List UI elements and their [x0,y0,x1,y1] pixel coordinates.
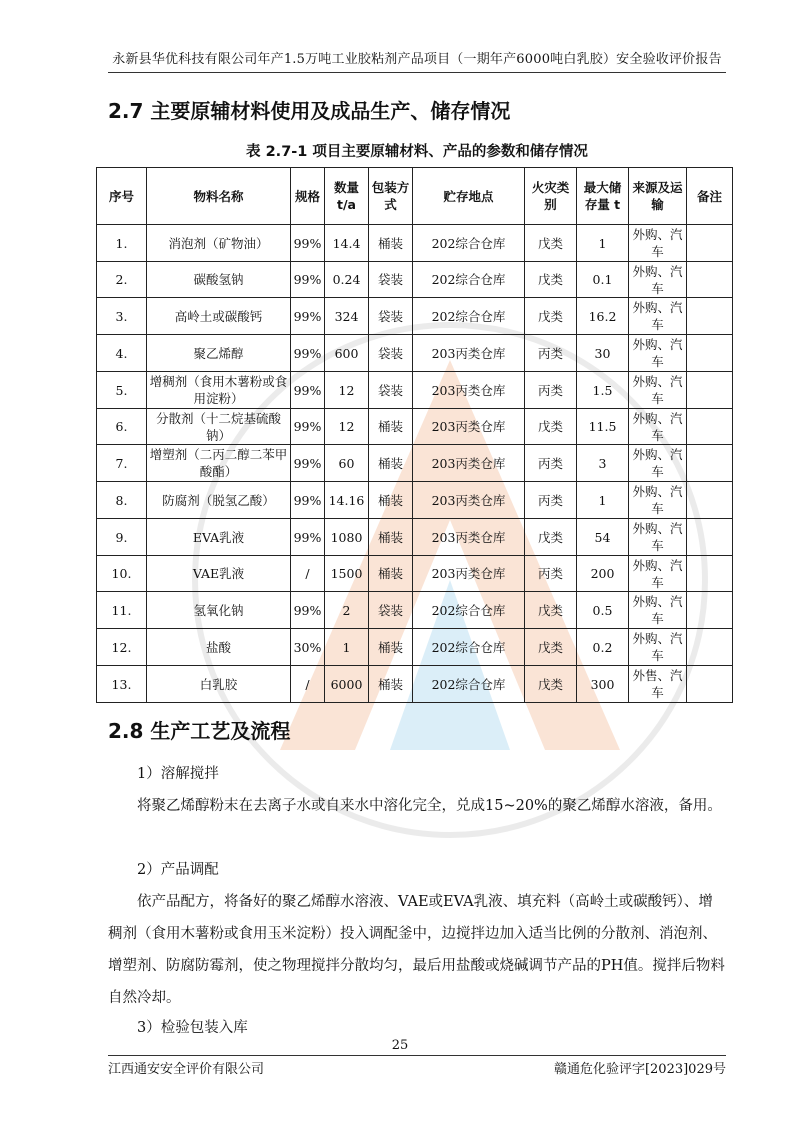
table-cell: 1.5 [577,372,629,409]
column-header: 包装方式 [369,168,413,225]
table-cell: 分散剂（十二烷基硫酸钠） [147,409,291,445]
column-header: 贮存地点 [413,168,525,225]
table-cell: 202综合仓库 [413,298,525,335]
materials-table [96,167,733,703]
table-cell: 外购、汽车 [629,556,687,592]
table-cell: 袋装 [369,262,413,298]
table-row [97,298,733,335]
table-cell [687,409,733,445]
table-cell: 99% [291,225,325,262]
table-cell: 白乳胶 [147,666,291,703]
table-cell: 200 [577,556,629,592]
table-cell: 12. [97,629,147,666]
table-cell: 203丙类仓库 [413,519,525,556]
table-cell [687,556,733,592]
table-cell [687,262,733,298]
table-cell: 盐酸 [147,629,291,666]
table-cell: 外售、汽车 [629,666,687,703]
table-cell: 外购、汽车 [629,629,687,666]
table-cell: 14.4 [325,225,369,262]
table-row [97,409,733,445]
table-row [97,556,733,592]
table-cell: 桶装 [369,629,413,666]
table-cell: 袋装 [369,372,413,409]
table-cell: 2 [325,592,369,629]
table-cell: 2. [97,262,147,298]
table-cell: 300 [577,666,629,703]
table-cell: 1 [325,629,369,666]
table-cell: 202综合仓库 [413,592,525,629]
table-cell: 10. [97,556,147,592]
table-row [97,445,733,482]
table-cell: 16.2 [577,298,629,335]
table-cell: 14.16 [325,482,369,519]
table-cell: 外购、汽车 [629,225,687,262]
column-header: 物料名称 [147,168,291,225]
table-cell: 30% [291,629,325,666]
table-cell: 外购、汽车 [629,445,687,482]
table-cell: 202综合仓库 [413,666,525,703]
table-cell: 袋装 [369,335,413,372]
table-cell: 203丙类仓库 [413,445,525,482]
table-cell: 外购、汽车 [629,335,687,372]
table-row [97,482,733,519]
table-cell [687,666,733,703]
table-cell: 外购、汽车 [629,372,687,409]
table-cell [687,445,733,482]
table-cell: 戊类 [525,409,577,445]
table-cell: 324 [325,298,369,335]
table-cell [687,629,733,666]
table-cell: 99% [291,445,325,482]
table-header-row [97,168,733,225]
table-cell: 0.24 [325,262,369,298]
table-row [97,372,733,409]
table-cell: 203丙类仓库 [413,409,525,445]
footer-company: 江西通安安全评价有限公司 [108,1062,265,1077]
table-cell: 增稠剂（食用木薯粉或食用淀粉） [147,372,291,409]
table-cell: 99% [291,372,325,409]
table-row [97,666,733,703]
table-cell [687,592,733,629]
table-cell: 丙类 [525,556,577,592]
table-cell: 防腐剂（脱氢乙酸） [147,482,291,519]
table-cell: 丙类 [525,482,577,519]
table-cell: 0.2 [577,629,629,666]
step3-title: 3）检验包装入库 [137,1020,248,1036]
table-cell: 消泡剂（矿物油） [147,225,291,262]
table-row [97,262,733,298]
table-cell: 外购、汽车 [629,519,687,556]
table-cell: 桶装 [369,666,413,703]
table-cell [687,335,733,372]
table-cell: / [291,556,325,592]
column-header: 火灾类别 [525,168,577,225]
step1-title: 1）溶解搅拌 [137,766,219,782]
footer-report-number: 赣通危化验评字[2023]029号 [553,1062,726,1077]
table-cell [687,482,733,519]
table-cell: 外购、汽车 [629,592,687,629]
page-number: 25 [391,1038,409,1053]
table-cell: 0.5 [577,592,629,629]
table-cell: 54 [577,519,629,556]
table-cell: 13. [97,666,147,703]
table-cell: VAE乳液 [147,556,291,592]
table-cell: 99% [291,298,325,335]
table-cell [687,225,733,262]
table-cell: 戊类 [525,519,577,556]
table-cell: 6. [97,409,147,445]
table-cell: 桶装 [369,409,413,445]
table-cell: 1. [97,225,147,262]
column-header: 规格 [291,168,325,225]
table-cell: 桶装 [369,519,413,556]
table-cell: 202综合仓库 [413,225,525,262]
table-cell: 桶装 [369,445,413,482]
table-cell: 8. [97,482,147,519]
table-cell: 外购、汽车 [629,482,687,519]
table-cell: 99% [291,262,325,298]
column-header: 来源及运输 [629,168,687,225]
table-row [97,225,733,262]
table-cell: 碳酸氢钠 [147,262,291,298]
table-row [97,629,733,666]
table-cell [687,372,733,409]
table-cell: 3 [577,445,629,482]
table-cell: 99% [291,592,325,629]
column-header: 最大储存量 t [577,168,629,225]
table-row [97,592,733,629]
table-cell: 聚乙烯醇 [147,335,291,372]
table-cell: 6000 [325,666,369,703]
table-cell: 4. [97,335,147,372]
table-cell: 11.5 [577,409,629,445]
section-2-7-title: 2.7 主要原辅材料使用及成品生产、储存情况 [108,99,511,123]
table-cell: 99% [291,335,325,372]
table-cell: 桶装 [369,225,413,262]
table-body [97,225,733,703]
table-cell: 7. [97,445,147,482]
table-cell: 氢氧化钠 [147,592,291,629]
table-cell: 1 [577,482,629,519]
table-cell: 丙类 [525,335,577,372]
table-cell: 外购、汽车 [629,409,687,445]
page-header: 永新县华优科技有限公司年产1.5万吨工业胶粘剂产品项目（一期年产6000吨白乳胶）安全验收评价报告 [108,48,726,73]
table-cell: 袋装 [369,592,413,629]
table-cell: 戊类 [525,592,577,629]
table-cell: EVA乳液 [147,519,291,556]
table-cell: 203丙类仓库 [413,556,525,592]
table-cell: 戊类 [525,225,577,262]
table-cell: 99% [291,409,325,445]
table-cell: 30 [577,335,629,372]
step2-text: 依产品配方，将备好的聚乙烯醇水溶液、VAE或EVA乳液、填充料（高岭土或碳酸钙）、增稠剂（食用木薯粉或食用玉米淀粉）投入调配釜中，边搅拌边加入适当比例的分散剂、消泡剂、增塑剂、防腐防霉剂，使之物理搅拌分散均匀，最后用盐酸或烧碱调节产品的PH值。搅拌后物料自然冷却。 [108,894,725,1006]
table-cell: 戊类 [525,298,577,335]
table-cell: 12 [325,372,369,409]
column-header: 序号 [97,168,147,225]
table-cell: 3. [97,298,147,335]
table-cell: 1500 [325,556,369,592]
table-cell: 203丙类仓库 [413,372,525,409]
table-cell: 0.1 [577,262,629,298]
table-cell: 202综合仓库 [413,629,525,666]
table-cell: 1 [577,225,629,262]
table-cell [687,298,733,335]
table-cell: 9. [97,519,147,556]
step2-title: 2）产品调配 [137,862,219,878]
table-caption: 表 2.7-1 项目主要原辅材料、产品的参数和储存情况 [246,144,588,160]
table-cell: / [291,666,325,703]
table-cell: 高岭土或碳酸钙 [147,298,291,335]
table-cell: 外购、汽车 [629,298,687,335]
table-row [97,519,733,556]
step1-text: 将聚乙烯醇粉末在去离子水或自来水中溶化完全，兑成15~20%的聚乙烯醇水溶液，备用。 [137,798,722,814]
table-cell: 5. [97,372,147,409]
table-row [97,335,733,372]
table-cell: 99% [291,519,325,556]
table-cell: 202综合仓库 [413,262,525,298]
table-cell: 增塑剂（二丙二醇二苯甲酸酯） [147,445,291,482]
table-cell: 袋装 [369,298,413,335]
table-cell: 外购、汽车 [629,262,687,298]
table-cell: 桶装 [369,482,413,519]
section-2-8-title: 2.8 生产工艺及流程 [108,719,291,743]
table-cell: 11. [97,592,147,629]
column-header: 数量 t/a [325,168,369,225]
table-cell: 1080 [325,519,369,556]
table-cell: 丙类 [525,445,577,482]
table-cell: 203丙类仓库 [413,482,525,519]
table-cell: 丙类 [525,372,577,409]
table-cell: 60 [325,445,369,482]
table-cell: 99% [291,482,325,519]
footer-divider [108,1055,726,1056]
table-cell: 203丙类仓库 [413,335,525,372]
table-cell: 12 [325,409,369,445]
column-header: 备注 [687,168,733,225]
table-cell: 600 [325,335,369,372]
table-cell [687,519,733,556]
table-cell: 桶装 [369,556,413,592]
table-cell: 戊类 [525,629,577,666]
table-cell: 戊类 [525,262,577,298]
table-cell: 戊类 [525,666,577,703]
